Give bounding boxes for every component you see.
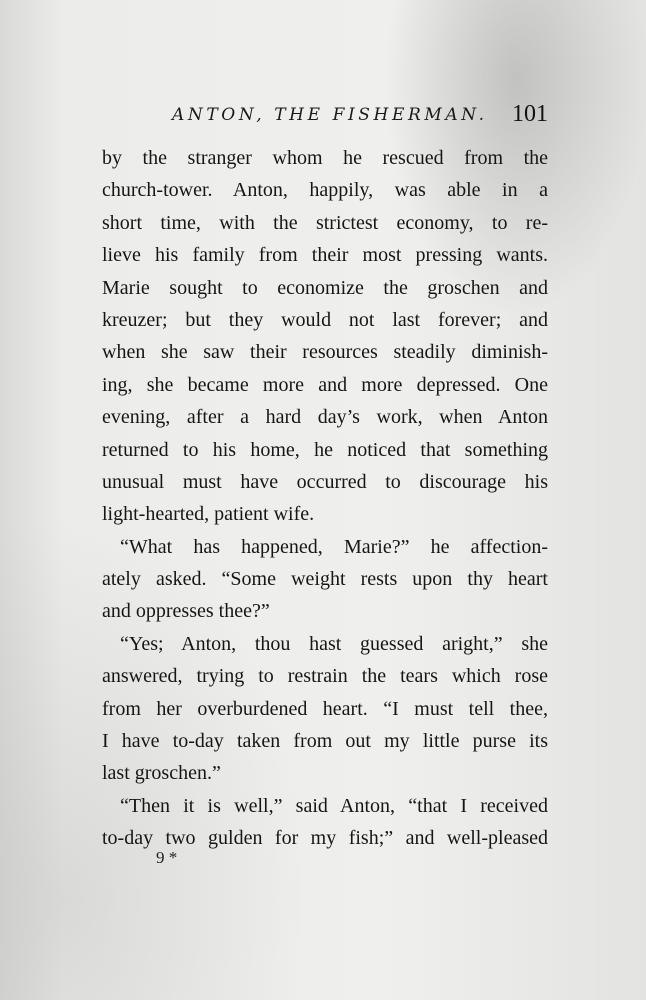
text-line: ately asked. “Some weight rests upon thy heart [102,568,548,591]
text-line: short time, with the strictest economy, to re- [102,211,548,234]
text-line: from her overburdened heart. “I must tell thee, [102,697,548,720]
text-line: last groschen.” [102,762,221,785]
text-line: answered, trying to restrain the tears which rose [102,665,548,688]
text-line: returned to his home, he noticed that something [102,438,548,461]
text-line: when she saw their resources steadily diminish- [102,341,548,364]
text-line: “Then it is well,” said Anton, “that I received [120,794,548,817]
text-line: to-day two gulden for my fish;” and well-pleased [102,827,548,850]
text-line: lieve his family from their most pressing wants. [102,244,548,267]
text-line: kreuzer; but they would not last forever; and [102,308,548,331]
text-line: “Yes; Anton, thou hast guessed aright,” she [120,632,548,655]
text-line: and oppresses thee?” [102,600,270,623]
text-line: light-hearted, patient wife. [102,503,315,526]
running-head [100,103,548,133]
text-line: Marie sought to economize the groschen and [102,276,548,299]
text-line: “What has happened, Marie?” he affection- [120,535,548,558]
text-line: unusual must have occurred to discourage his [102,470,548,493]
signature-mark: 9 * [156,848,178,867]
text-line: evening, after a hard day’s work, when Anton [102,406,548,429]
text-line: by the stranger whom he rescued from the [102,147,548,169]
body-text [102,142,548,855]
text-line: ing, she became more and more depressed. One [102,373,548,396]
page-number: 101 [512,101,548,127]
running-title: ANTON, THE FISHERMAN. [172,105,488,125]
text-line: church-tower. Anton, happily, was able in a [102,179,548,202]
text-line: I have to-day taken from out my little purse its [102,730,548,753]
